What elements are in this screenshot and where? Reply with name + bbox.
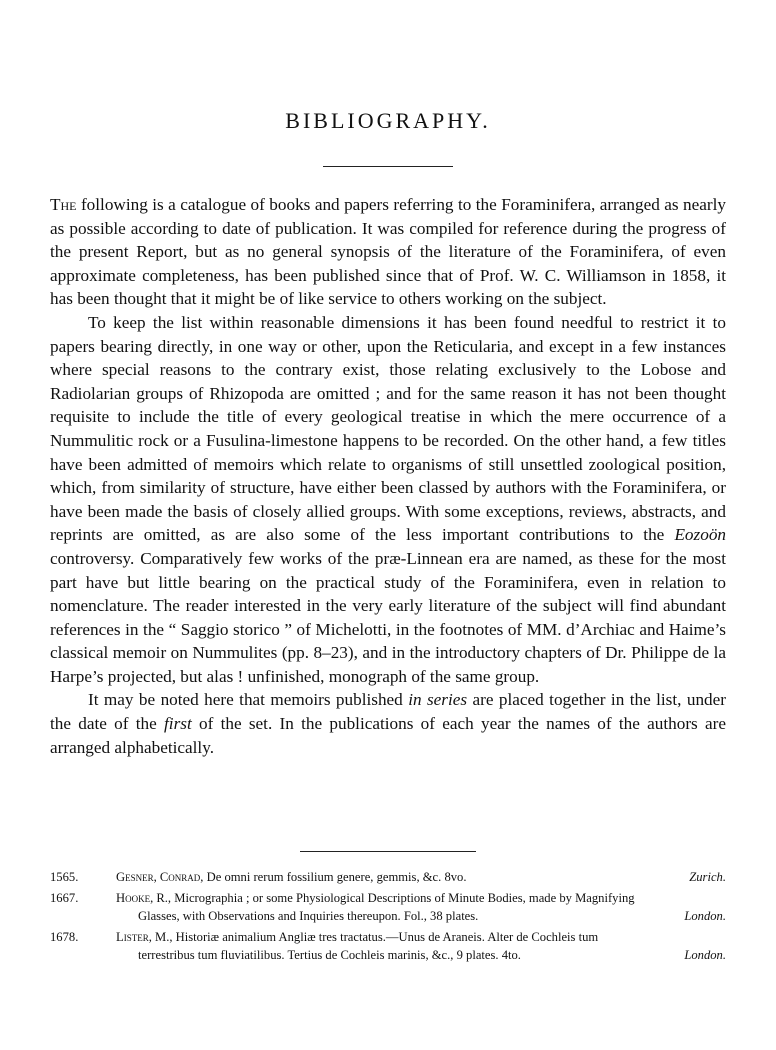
entry-text (116, 868, 726, 886)
entry-title: Micrographia ; or some Physiological Descriptions of Minute Bodies, made by Magnifying (174, 891, 635, 905)
entry-place: London. (684, 948, 726, 962)
entry-title: De omni rerum fossilium genere, gemmis, &c. 8vo. (206, 870, 467, 884)
bibliography-entry (50, 889, 726, 925)
intro-text (50, 193, 726, 759)
bibliography-entry (50, 868, 726, 886)
entry-author: Gesner, Conrad, (116, 870, 204, 884)
eozoon-term: Eozoön (674, 525, 726, 545)
intro-paragraph-3-part-c: of the set. In the publications of each year the names of the authors are arranged alphabetically. (50, 714, 726, 757)
intro-paragraph-1 (50, 193, 726, 311)
entry-year: 1678. (50, 930, 79, 944)
intro-paragraph-2-part-b: controversy. Comparatively few works of the præ-Linnean era are named, as these for the most part have but little bearing on the practical study of the Foraminifera, even in relation to nomenclature. The reader interested in the very early literature of the subject will find abundant references in the “ Saggio storico ” of Michelotti, in the footnotes of MM. d’Archiac and Haime’s classical memoir on Nummulites (pp. 8–23), and in the introductory chapters of Dr. Philippe de la Harpe’s projected, but alas ! unfinished, monograph of the same group. (50, 548, 726, 686)
entry-text (116, 889, 726, 925)
intro-lead-word: The (50, 195, 77, 214)
intro-paragraph-1-text: following is a catalogue of books and papers referring to the Foraminifera, arranged as nearly as possible according to date of publication. It was compiled for reference during the progress of the present Report, but as no general synopsis of the literature of the Foraminifera, of even approximate completeness, has been published since that of Prof. W. C. Williamson in 1858, it has been thought that it might be of like service to others working on the subject. (50, 195, 726, 309)
in-series-term: in series (408, 690, 468, 710)
intro-paragraph-2 (50, 311, 726, 689)
bibliography-entry (50, 928, 726, 964)
intro-paragraph-3-part-a: It may be noted here that memoirs published (88, 690, 403, 710)
bibliography-list (50, 868, 726, 967)
intro-paragraph-2-part-a: To keep the list within reasonable dimensions it has been found needful to restrict it to papers bearing directly, in one way or other, upon the Reticularia, and except in a few instances where special reasons to the contrary exist, those relating exclusively to the Lobose and Radiolarian groups of Rhizopoda are omitted ; and for the same reason it has not been thought requisite to include the title of every geological treatise in which the mere occurrence of a Nummulitic rock or a Fusulina-limestone happens to be recorded. On the other hand, a few titles have been admitted of memoirs which relate to organisms of still unsettled zoological position, which, from similarity of structure, have either been classed by authors with the Foraminifera, or have been made the basis of closely allied groups. With some exceptions, reviews, abstracts, and reprints are omitted, as are also some of the less important contributions to the (50, 312, 726, 545)
entry-title-continued: terrestribus tum fluviatilibus. Tertius de Cochleis marinis, &c., 9 plates. 4to. (138, 948, 521, 962)
entry-title: Historiæ animalium Angliæ tres tractatus.—Unus de Araneis. Alter de Cochleis tum (175, 930, 599, 944)
entry-place: London. (684, 909, 726, 923)
entry-title-continued: Glasses, with Observations and Inquiries thereupon. Fol., 38 plates. (138, 909, 479, 923)
first-term: first (164, 714, 192, 734)
page-title: BIBLIOGRAPHY. (285, 108, 491, 133)
intro-paragraph-3-part-b: are placed together in the list, under the date of the (50, 690, 726, 734)
entry-place: Zurich. (689, 870, 726, 884)
entry-year: 1565. (50, 870, 79, 884)
entry-author: Hooke, R., (116, 891, 172, 905)
intro-paragraph-3 (50, 688, 726, 759)
entry-text (116, 928, 726, 964)
entry-author: Lister, M., (116, 930, 173, 944)
title-divider (323, 166, 453, 167)
entry-year: 1667. (50, 891, 79, 905)
section-divider (300, 851, 476, 852)
